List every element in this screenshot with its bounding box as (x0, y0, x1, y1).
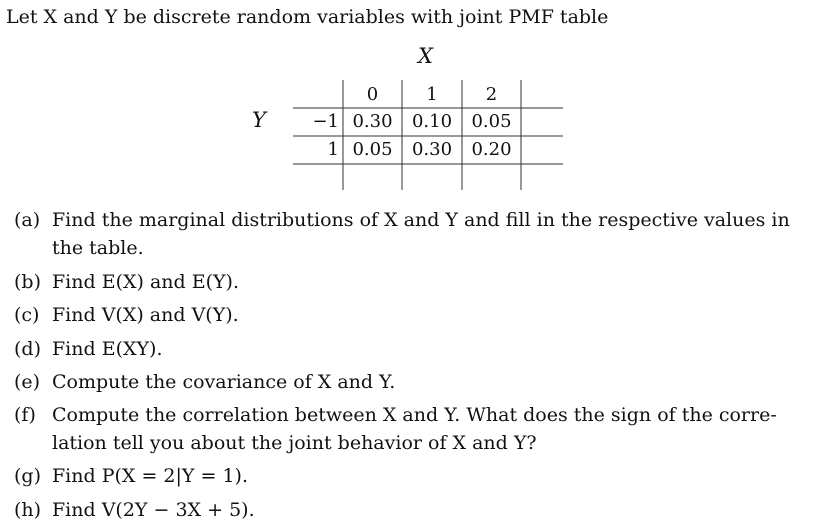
question-line: Find the marginal distributions of X and Y and fill in the respective values in (52, 209, 790, 231)
table-cell: 0.20 (471, 139, 512, 160)
table-cell: 0.30 (411, 139, 453, 160)
question-label: (h) (14, 499, 42, 521)
col-header-2: 2 (485, 84, 498, 105)
question-label: (b) (14, 271, 41, 293)
question-line: lation tell you about the joint behavior of X and Y? (52, 432, 537, 454)
question-line: Find V(X) and V(Y). (52, 304, 239, 326)
table-cell: 0.30 (352, 111, 393, 132)
question-line: Find E(XY). (52, 338, 163, 360)
question-label: (d) (14, 338, 41, 360)
question-label: (f) (14, 404, 36, 426)
table-cell: 0.05 (352, 139, 393, 160)
question-line: Compute the covariance of X and Y. (52, 371, 396, 393)
col-header-1: 1 (426, 84, 438, 105)
question-line: Compute the correlation between X and Y. What does the sign of the corre- (52, 404, 777, 426)
question-line: the table. (52, 237, 144, 259)
question-line: Find P(X = 2|Y = 1). (52, 465, 248, 487)
question-label: (a) (14, 209, 41, 231)
question-label: (c) (14, 304, 40, 326)
col-header-0: 0 (366, 84, 379, 105)
question-label: (e) (14, 371, 41, 393)
question-label: (g) (14, 465, 41, 487)
table-cell: 0.10 (411, 111, 453, 132)
row-label: −1 (312, 111, 339, 132)
column-variable-label: X (418, 44, 433, 68)
question-line: Find E(X) and E(Y). (52, 271, 240, 293)
problem-intro: Let X and Y be discrete random variables with joint PMF table (6, 6, 609, 28)
row-label: 1 (327, 139, 339, 160)
row-variable-label: Y (252, 108, 266, 132)
question-line: Find V(2Y − 3X + 5). (52, 499, 255, 521)
table-cell: 0.05 (471, 111, 512, 132)
